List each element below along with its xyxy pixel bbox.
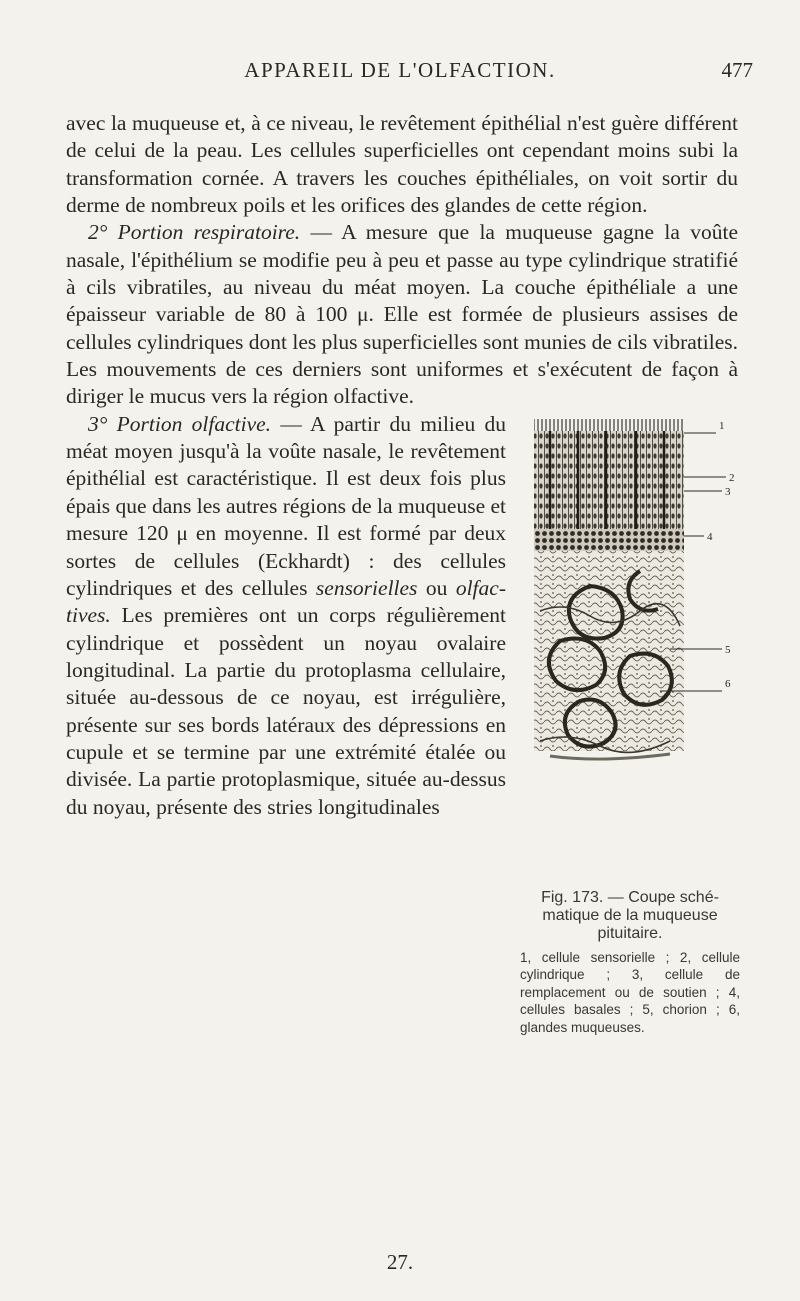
paragraph-3-text-a: — A partir du milieu du méat moyen jusqu'à la voûte nasale, le revêtement épithélial est caractéristique. Il est deux fois plus épais que dans les autres régions de la muqueuse et mesure 120 μ en moyenne. Il est formé par deux sortes de cellules (Eckhardt) : des cellules cylindriques et des cellules xyxy=(66,411,507,600)
paragraph-2-text: — A mesure que la muqueuse gagne la voûte nasale, l'épithélium se modifie peu à peu et passe au type cylindrique stratifié à cils vibratiles, au niveau du méat moyen. La couche épithéliale a une épaisseur variable de 80 à 100 μ. Elle est formée de plusieurs assises de cellules cylindriques dont les plus superficielles sont munies de cils vibratiles. Les mouvements de ces derniers sont uniformes et s'exécutent de façon à diriger le mucus vers la région olfactive. xyxy=(66,220,738,409)
figure-label-1: 1 xyxy=(719,419,725,432)
figure-label-3: 3 xyxy=(725,485,731,498)
section-heading-olfactory: 3° Portion olfactive. xyxy=(88,411,272,436)
page-header xyxy=(65,52,753,92)
paragraph-3-text-b: ou xyxy=(417,575,456,600)
paragraph-2 xyxy=(66,219,738,410)
figure-label-2: 2 xyxy=(729,471,735,484)
term-sensorielles: sensorielles xyxy=(315,575,418,600)
caption-legend: 1, cellule sensorielle ; 2, cellule cylindrique ; 3, cellule de remplacement ou de soutien ; 4, cellules basales ; 5, chorion ; 6, glandes muqueuses. xyxy=(520,949,740,1035)
mucosa-section-illustration xyxy=(520,411,740,887)
section-heading-respiratory: 2° Portion respiratoire. xyxy=(88,220,301,245)
running-title: APPAREIL DE L'OLFACTION. xyxy=(244,58,556,82)
figure-label-6: 6 xyxy=(725,677,731,690)
figure-caption xyxy=(520,889,740,1037)
figure-label-4: 4 xyxy=(707,530,713,543)
body-text xyxy=(66,110,738,1036)
term-olfactives: olfactives. xyxy=(66,575,506,628)
paragraph-3-text-c: Les premières ont un corps régulièrement cylindrique et possèdent un noyau ovalaire longitudinal. La partie du protoplasma cellulaire, située au-dessous de ce noyau, est irrégulière, présente sur ses bords latéraux des dépressions en cupule et se termine par une extrémité étalée ou divisée. La partie protoplasmique, située au-dessus du noyau, présente des stries longitudinales xyxy=(66,603,506,819)
paragraph-1: avec la muqueuse et, à ce niveau, le revêtement épithélial n'est guère différent de celui de la peau. Les cellules superficielles ont cependant moins subi la transformation cornée. A travers les couches épithéliales, on voit sortir du derme de nombreux poils et les orifices des glandes de cette région. xyxy=(66,111,738,218)
signature-mark: 27. xyxy=(386,1250,414,1274)
caption-title: Fig. 173. — Coupe schématique de la muqueuse pituitaire. xyxy=(541,888,719,942)
figure-label-5: 5 xyxy=(725,643,731,656)
figure-173 xyxy=(520,411,740,1037)
chorion-layer xyxy=(534,551,684,752)
epithelium-layer xyxy=(534,419,684,551)
page-number: 477 xyxy=(721,58,753,82)
